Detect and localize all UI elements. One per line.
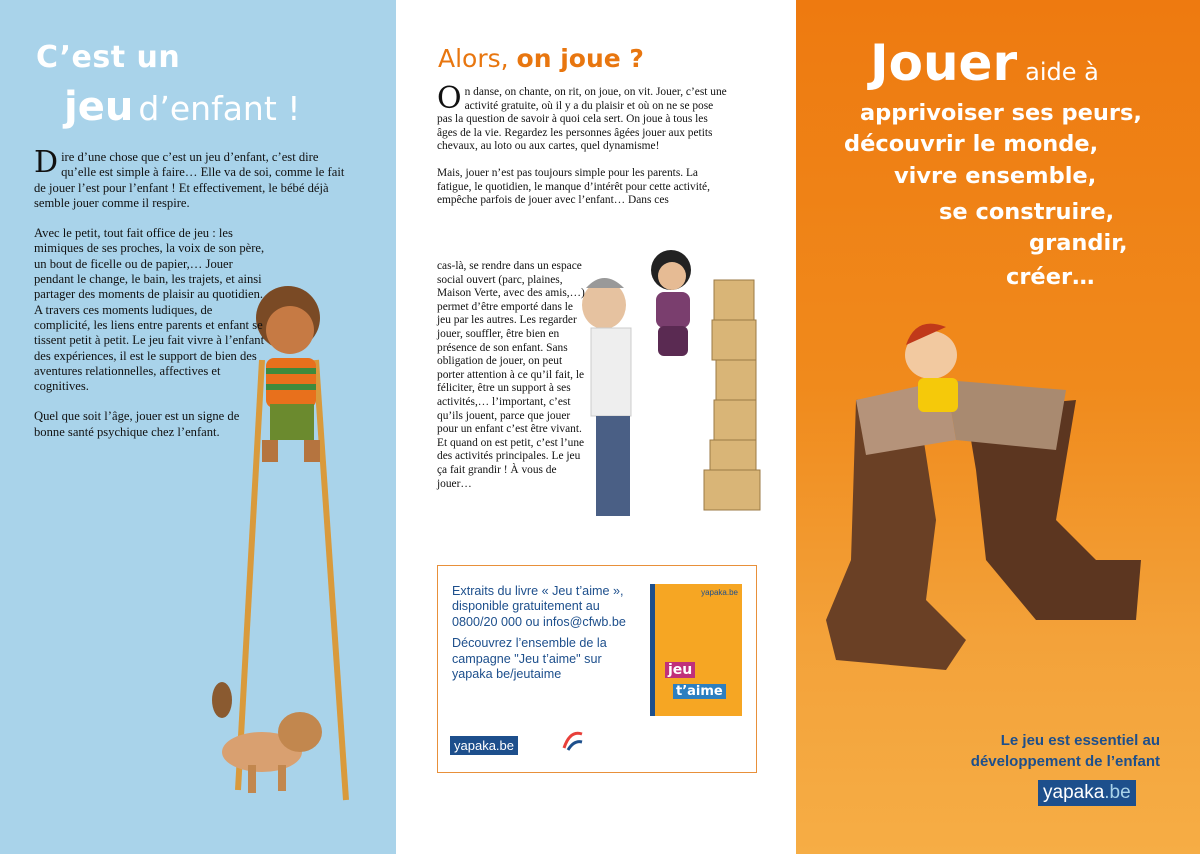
panel1-body <box>34 145 352 455</box>
left-panel <box>0 0 396 854</box>
book-info-box <box>437 565 757 773</box>
yapaka-logo[interactable]: yapaka.be <box>450 736 518 755</box>
panel3-line-1: apprivoiser ses peurs, <box>860 100 1142 126</box>
info-para1: Extraits du livre « Jeu t’aime », disponible gratuitement au 0800/20 000 ou infos@cfwb.be <box>452 584 626 629</box>
panel2-title-a: Alors, <box>438 44 509 73</box>
panel3-title-aide: aide à <box>1025 58 1099 86</box>
book-cover <box>650 584 742 716</box>
book-info-text <box>452 584 642 688</box>
panel2-title-b: on joue ? <box>516 44 644 73</box>
panel2-para1-text: n danse, on chante, on rit, on joue, on vit. Jouer, c’est une activité gratuite, où il y a du plaisir et où on ne se pose pas la question de savoir à quoi cela sert. On joue à tous les âges de la vie. Regardez les personnes âgées jouer aux petits chevaux, au loto ou aux cartes, quel dynamisme! <box>437 86 727 153</box>
dropcap: D <box>34 145 59 180</box>
panel2-para2-narrow: cas-là, se rendre dans un espace social ouvert (parc, plaines, Maison Verte, avec des amis,…) permet d’être emporté dans le jeu par les autres. Les regarder jouer, souffler, être bien en présence de son enfant. Sans obligation de jouer, on peut porter attention à ce qu’il fait, le féliciter, être un support à ses activités,… l’important, c’est qu’ils jouent, parce que jouer pour un enfant c’est être vivant. Et quand on est petit, c’est l’une des activités principales. Le jeu ça fait grandir ! À vous de jouer… <box>437 260 585 490</box>
federation-logo-icon <box>560 728 586 754</box>
panel3-tagline-2: développement de l’enfant <box>970 753 1160 770</box>
panel3-tagline <box>971 730 1160 772</box>
right-panel <box>796 0 1200 854</box>
panel1-para1 <box>34 145 352 211</box>
panel3-tagline-1: Le jeu est essentiel au <box>1000 732 1160 749</box>
book-title-2: t’aime <box>673 684 726 699</box>
panel3-line-2: découvrir le monde, <box>844 131 1099 157</box>
panel3-title <box>870 34 1099 92</box>
middle-panel <box>396 0 796 854</box>
panel2-para2-full: Mais, jouer n’est pas toujours simple pour les parents. La fatigue, le quotidien, le manque d’intérêt pour cette activité, empêche parfois de jouer avec l’enfant… Dans ces <box>437 166 710 207</box>
panel2-title <box>438 44 644 73</box>
panel1-title-rest: d’enfant ! <box>138 89 301 128</box>
panel3-line-3: vivre ensemble, <box>894 163 1097 189</box>
dropcap: O <box>437 81 462 116</box>
panel3-line-4: se construire, <box>939 199 1115 225</box>
panel3-line-6: créer… <box>1006 264 1095 290</box>
book-title-1: jeu <box>665 662 695 678</box>
panel1-title-jeu: jeu <box>64 84 134 130</box>
panel1-para1-text: ire d’une chose que c’est un jeu d’enfant, c’est dire qu’elle est simple à faire… Elle va de soi, comme le fait de jouer l’est pour l’enfant ! Et effectivement, le bébé déjà semble jouer comme il respire. <box>34 150 345 210</box>
panel2-body <box>437 81 729 208</box>
panel3-title-jouer: Jouer <box>870 34 1018 92</box>
panel2-para1 <box>437 81 729 154</box>
boots-child-illustration <box>796 0 1200 854</box>
yapaka-logo-large[interactable] <box>1038 780 1136 806</box>
panel1-title-line2 <box>64 84 301 130</box>
panel1-para3: Quel que soit l’âge, jouer est un signe de bonne santé psychique chez l’enfant. <box>34 409 240 439</box>
logo-part-a: yapaka <box>1043 782 1105 803</box>
panel1-title-line1: C’est un <box>36 40 181 75</box>
panel1-para2: Avec le petit, tout fait office de jeu : les mimiques de ses proches, la voix de son père, un bout de ficelle ou de papier,… Jouer pendant le change, le bain, les trajets, et ainsi partager des moments de plaisir au quotidien. A travers ces moments ludiques, de complicité, les liens entre parents et enfant se tissent petit à petit. Le jeu fait vivre à l’enfant des expériences, il est le support de bien des aventures relationnelles, affectives et cognitives. <box>34 226 265 394</box>
info-para2: Découvrez l’ensemble de la campagne "Jeu t’aime" sur yapaka be/jeutaime <box>452 636 607 682</box>
book-brand: yapaka.be <box>701 588 738 597</box>
panel3-line-5: grandir, <box>1029 230 1128 256</box>
logo-part-b: .be <box>1104 782 1131 803</box>
